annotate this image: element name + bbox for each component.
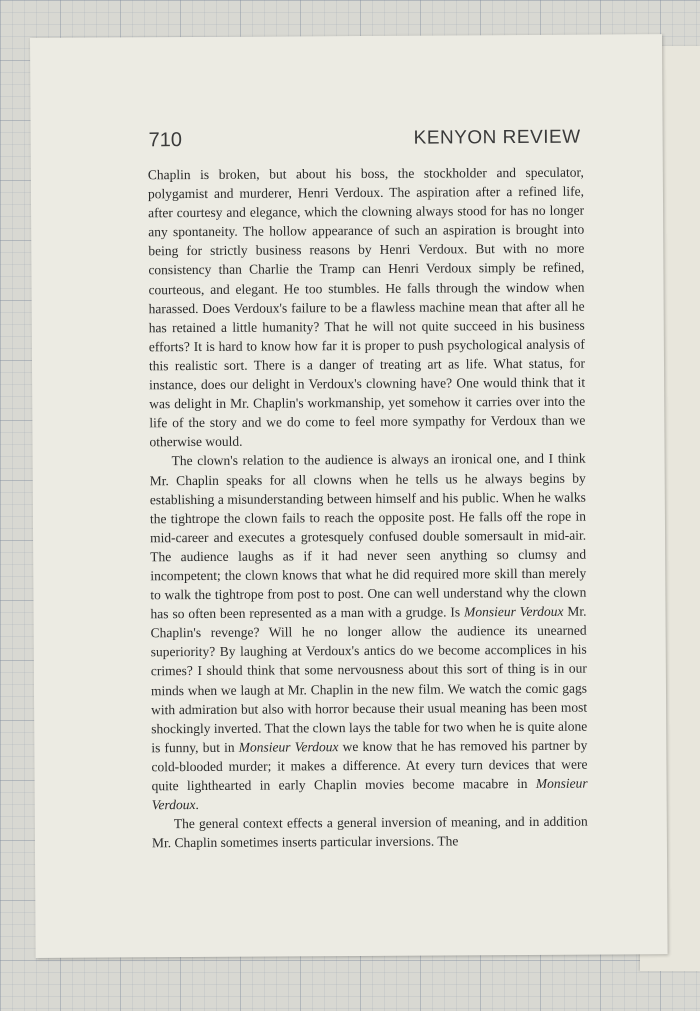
- page-header: [149, 127, 581, 160]
- film-title: Monsieur Verdoux: [238, 738, 339, 755]
- paragraph-2: The clown's relation to the audience is always an ironical one, and I think Mr. Chaplin speaks for all clowns when he tells us he always begins by establishing a misunderstanding between himself and his public. When he walks the tightrope the clown fails to reach the opposite post. He falls off the rope in mid-career and executes a grotesquely confused double somersault in mid-air. The audience laughs as if it had never seen anything so clumsy and incompetent; the clown knows that what he did required more skill than merely to walk the tightrope from post to post. One can well understand why the clown has so often been represented as a man with a grudge. Is Monsieur Verdoux Mr. Chaplin's revenge? Will he no longer allow the audience its unearned superiority? By laughing at Verdoux's antics do we become accomplices in his crimes? I should think that some nervousness about this sort of thing is in our minds when we laugh at Mr. Chaplin in the new film. We watch the comic gags with admiration but also with horror because their usual meaning has been most shockingly inverted. That the clown lays the table for two when he is quite alone is funny, but in Monsieur Verdoux we know that he has removed his partner by cold-blooded murder; it makes a difference. At every turn devices that were quite lighthearted in early Chaplin movies become macabre in Monsieur Verdoux.: [149, 451, 588, 813]
- page-number: 710: [148, 129, 183, 152]
- paragraph-1: Chaplin is broken, but about his boss, the stockholder and speculator, polygamist and murderer, Henri Verdoux. The aspiration after a refined life, after courtesy and elegance, which the clowning always stood for has no longer any spontaneity. The hollow appearance of such an aspiration is brought into being for strictly business reasons by Henri Verdoux. But with no more consistency than Charlie the Tramp can Henri Verdoux simply be refined, courteous, and elegant. He too stumbles. He falls through the window when harassed. Does Verdoux's failure to be a flawless machine mean that after all he has retained a little humanity? That he will not quite succeed in his business efforts? It is hard to know how far it is proper to push psychological analysis of this realistic sort. There is a danger of treating art as life. What status, for instance, does our delight in Verdoux's clowning have? One would think that it was delight in Mr. Chaplin's workmanship, yet somehow it carries over into the life of the story and we do come to feel more sympathy for Verdoux than we otherwise would.: [147, 164, 586, 450]
- paragraph-3: The general context effects a general inversion of meaning, and in addition Mr. Chaplin sometimes inserts particular inversions. The: [151, 813, 588, 851]
- body-text: [148, 163, 588, 853]
- film-title: Monsieur Verdoux: [151, 775, 588, 813]
- running-head: KENYON REVIEW: [413, 126, 581, 149]
- film-title: Monsieur Verdoux: [463, 603, 564, 620]
- journal-page: [30, 34, 668, 958]
